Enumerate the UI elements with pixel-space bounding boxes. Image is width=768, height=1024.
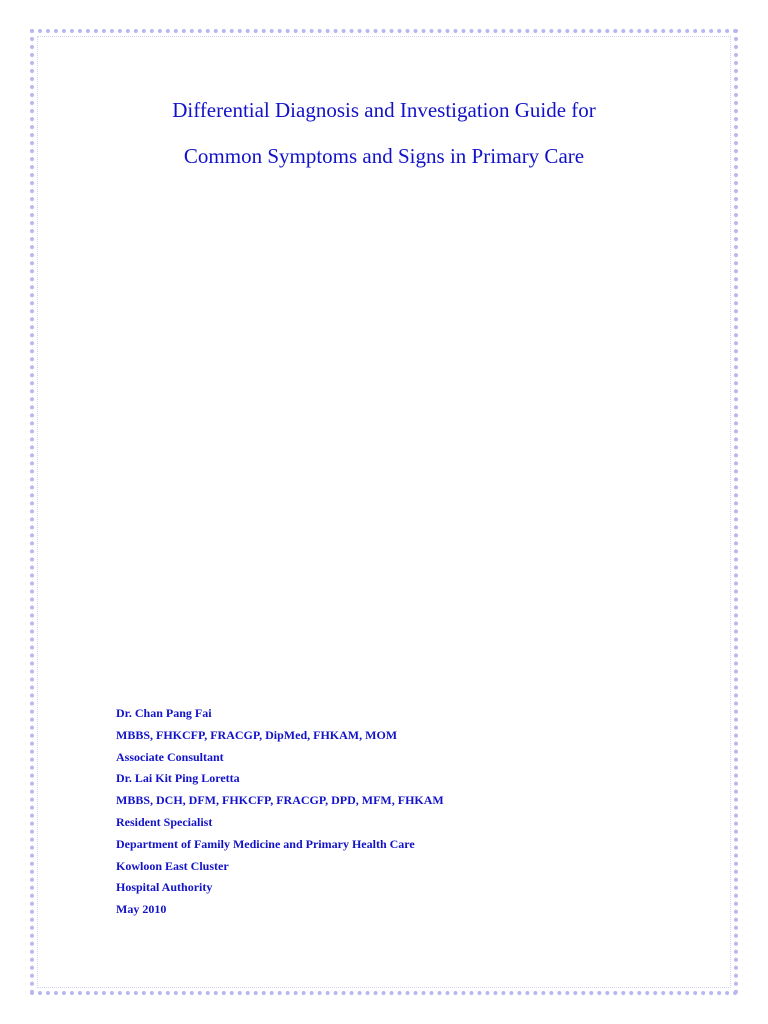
document-title-line-1: Differential Diagnosis and Investigation Guide for xyxy=(172,98,596,122)
author-block xyxy=(116,703,676,921)
author-position-1: Associate Consultant xyxy=(116,749,224,764)
publication-date: May 2010 xyxy=(116,902,167,917)
department: Department of Family Medicine and Primary Health Care xyxy=(116,836,415,851)
cluster: Kowloon East Cluster xyxy=(116,858,229,873)
document-title-line-2: Common Symptoms and Signs in Primary Care xyxy=(183,144,585,168)
author-name-1: Dr. Chan Pang Fai xyxy=(116,706,212,720)
author-qualifications-2: MBBS, DCH, DFM, FHKCFP, FRACGP, DPD, MFM, FHKAM xyxy=(116,793,444,808)
organization: Hospital Authority xyxy=(116,880,213,895)
author-position-2: Resident Specialist xyxy=(116,814,213,829)
author-qualifications-1: MBBS, FHKCFP, FRACGP, DipMed, FHKAM, MOM xyxy=(116,727,398,742)
author-name-2: Dr. Lai Kit Ping Loretta xyxy=(116,771,240,786)
